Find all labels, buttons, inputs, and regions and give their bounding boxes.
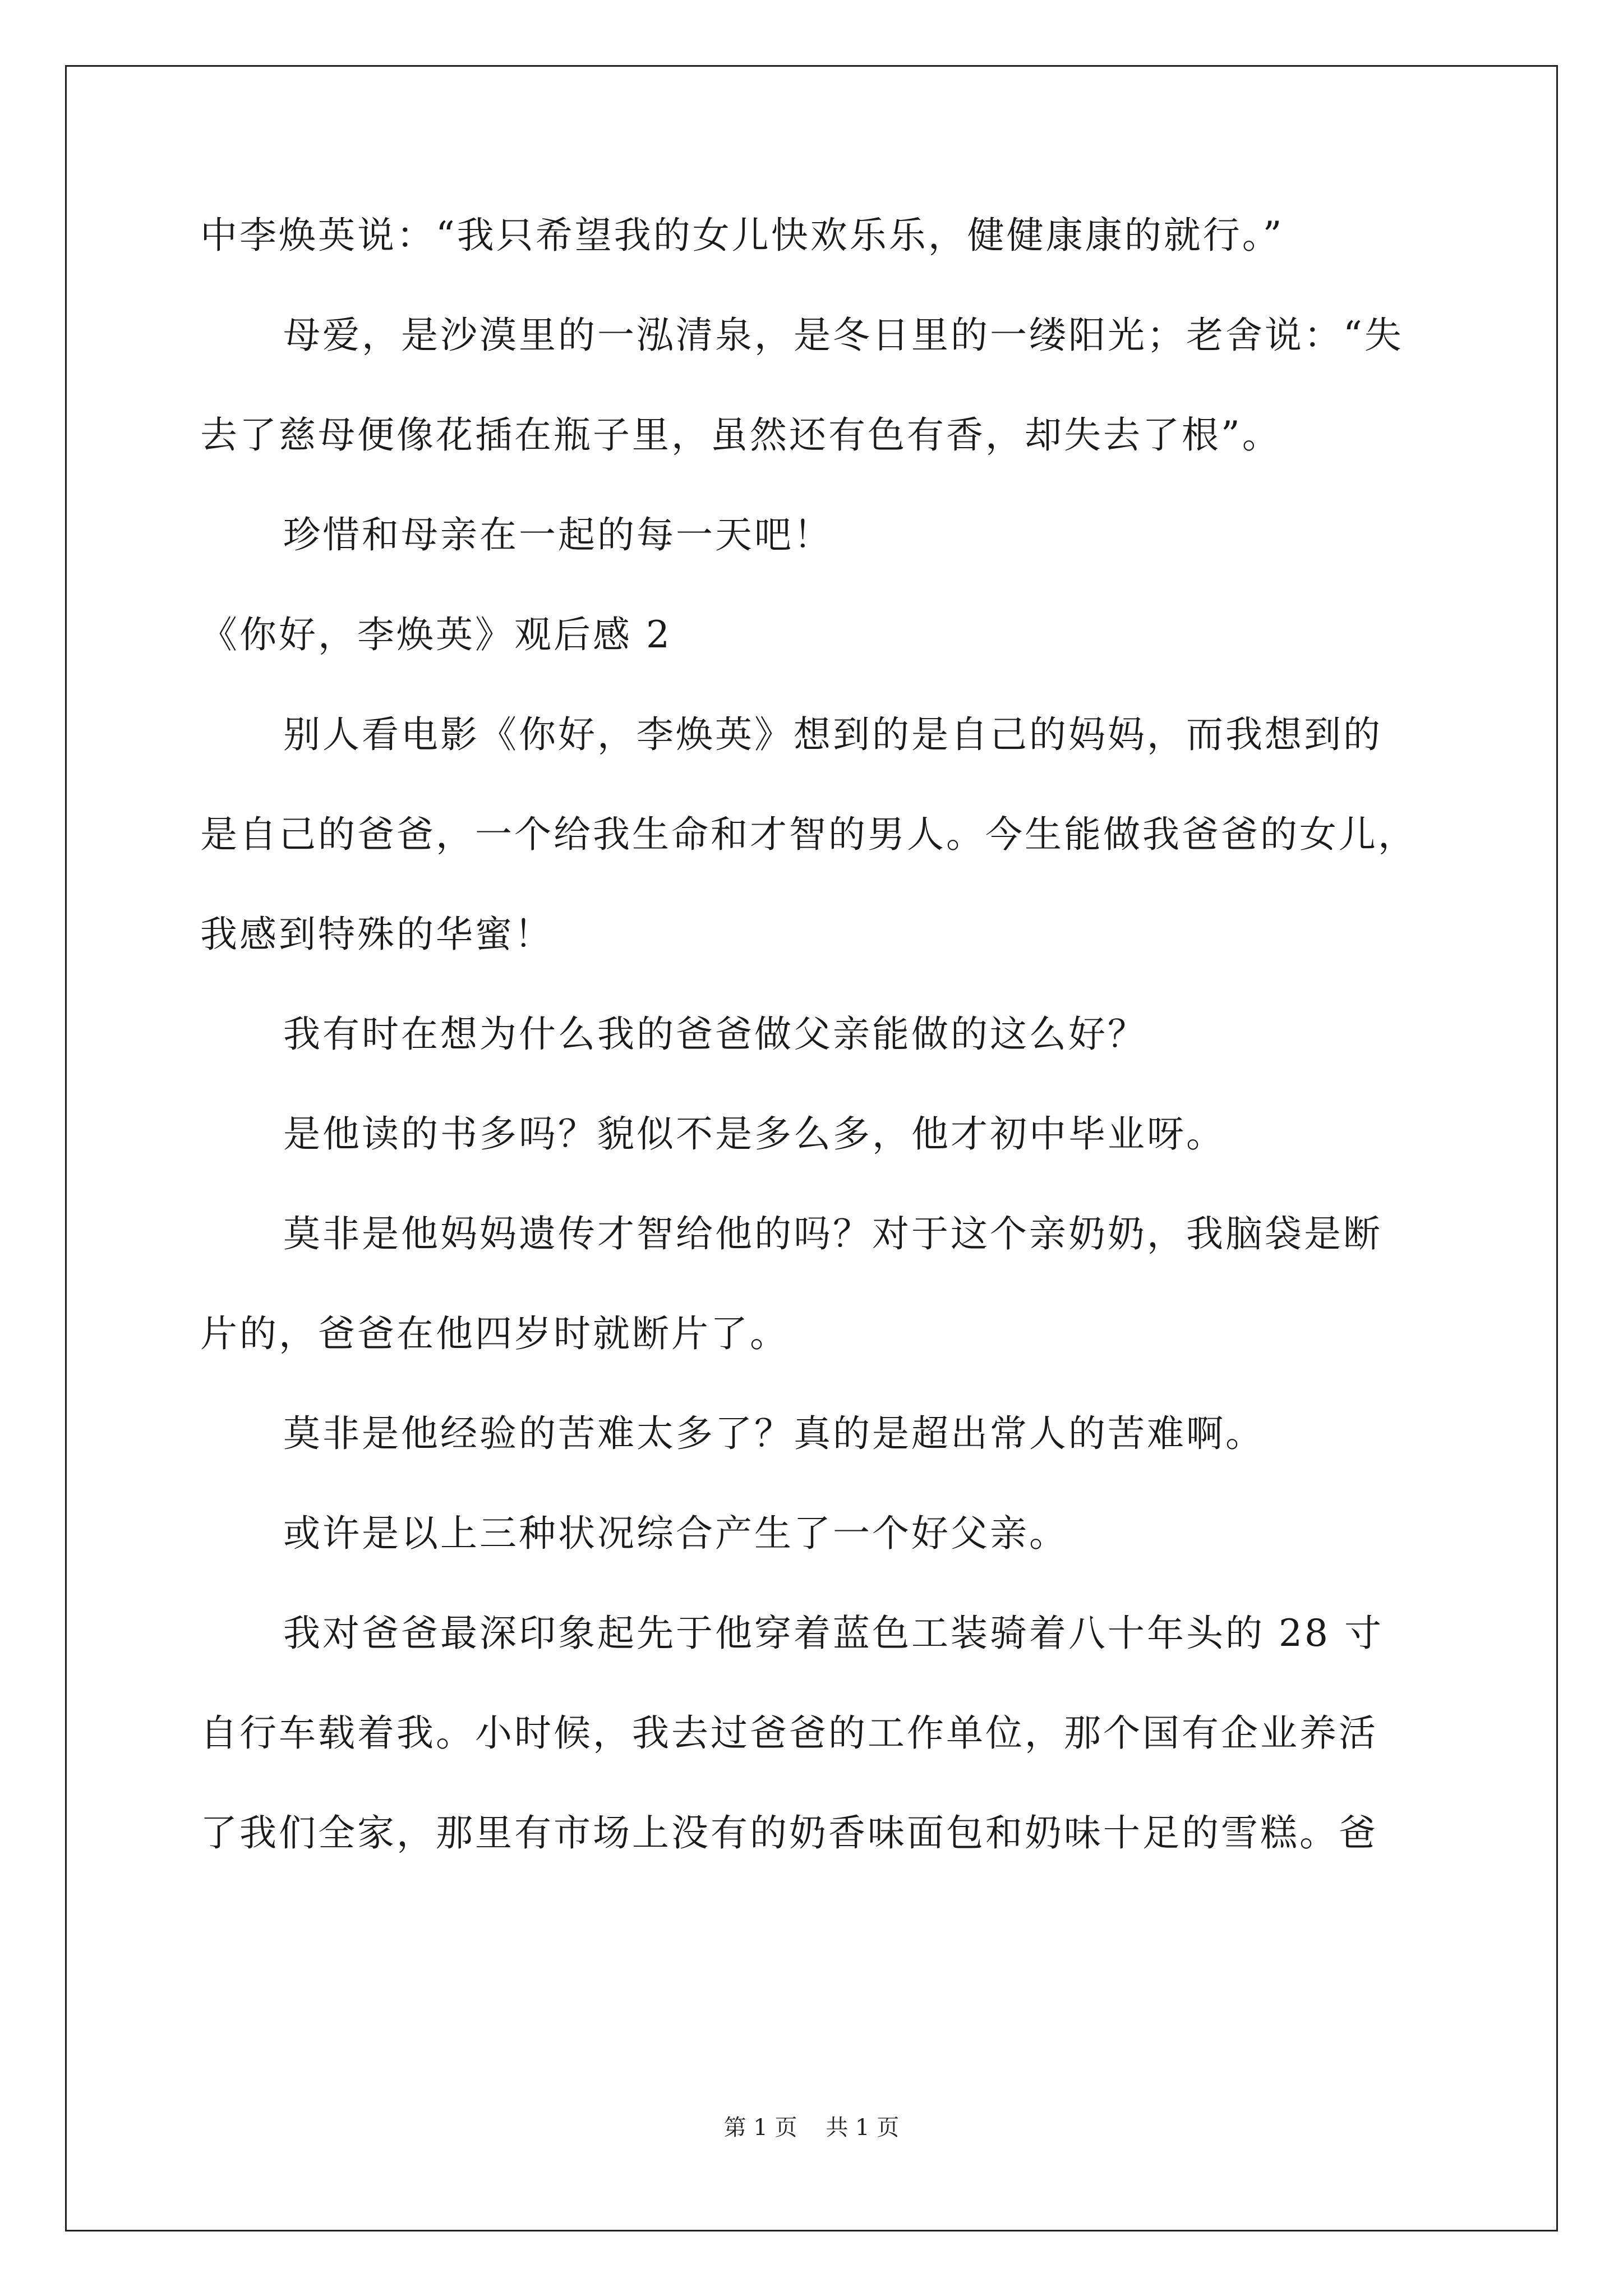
paragraph-line: 莫非是他经验的苦难太多了？真的是超出常人的苦难啊。 bbox=[283, 1412, 1265, 1455]
paragraph-line: 母爱，是沙漠里的一泓清泉，是冬日里的一缕阳光；老舍说：“失 bbox=[283, 314, 1404, 357]
text-line: 去了慈母便像花插在瓶子里，虽然还有色有香，却失去了根”。 bbox=[200, 413, 1281, 457]
page-number: 第 1 页 bbox=[723, 2115, 797, 2141]
page-footer bbox=[0, 2114, 1623, 2142]
page-total: 共 1 页 bbox=[826, 2115, 900, 2141]
paragraph-line: 我对爸爸最深印象起先于他穿着蓝色工装骑着八十年头的 28 寸 bbox=[283, 1612, 1384, 1655]
text-line: 片的，爸爸在他四岁时就断片了。 bbox=[200, 1312, 789, 1355]
paragraph-line: 我有时在想为什么我的爸爸做父亲能做的这么好？ bbox=[283, 1013, 1147, 1056]
section-heading: 《你好，李焕英》观后感 2 bbox=[200, 613, 672, 656]
text-line: 是自己的爸爸，一个给我生命和才智的男人。今生能做我爸爸的女儿， bbox=[200, 813, 1417, 856]
paragraph-line: 是他读的书多吗？貌似不是多么多，他才初中毕业呀。 bbox=[283, 1112, 1225, 1156]
text-line: 我感到特殊的华蜜！ bbox=[200, 913, 554, 956]
text-line: 了我们全家，那里有市场上没有的奶香味面包和奶味十足的雪糕。爸 bbox=[200, 1811, 1378, 1855]
paragraph-line: 别人看电影《你好，李焕英》想到的是自己的妈妈，而我想到的 bbox=[283, 713, 1382, 756]
text-line: 中李焕英说：“我只希望我的女儿快欢乐乐，健健康康的就行。” bbox=[200, 214, 1284, 257]
paragraph-line: 珍惜和母亲在一起的每一天吧！ bbox=[283, 513, 833, 556]
paragraph-line: 莫非是他妈妈遗传才智给他的吗？对于这个亲奶奶，我脑袋是断 bbox=[283, 1212, 1382, 1255]
text-line: 自行车载着我。小时候，我去过爸爸的工作单位，那个国有企业养活 bbox=[200, 1711, 1378, 1755]
paragraph-line: 或许是以上三种状况综合产生了一个好父亲。 bbox=[283, 1512, 1068, 1555]
